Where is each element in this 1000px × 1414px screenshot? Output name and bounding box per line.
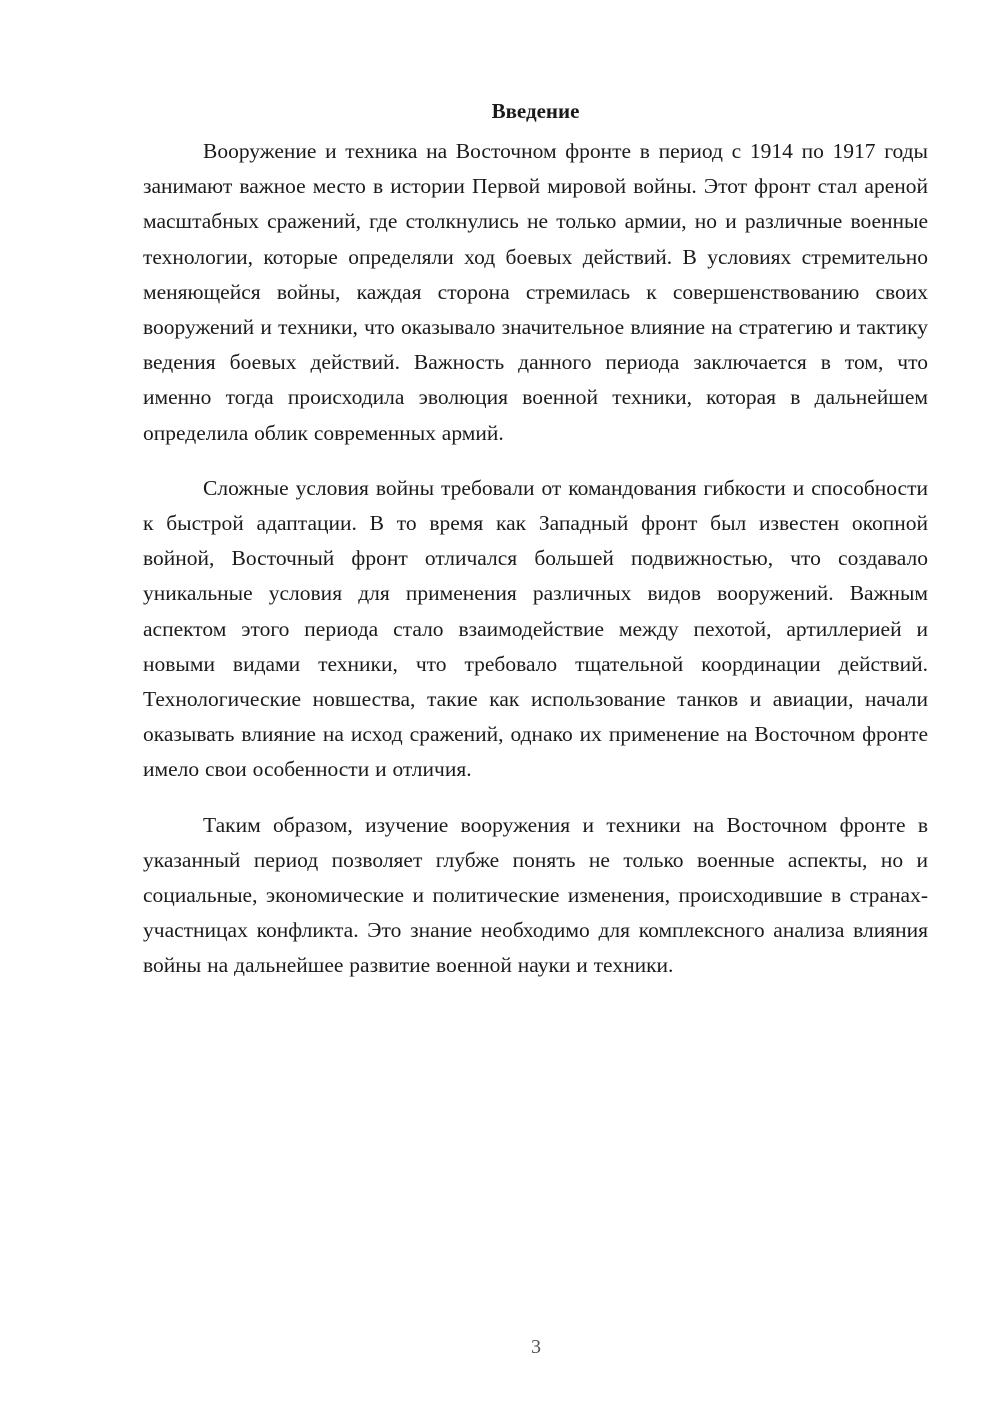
page-number: 3 bbox=[531, 1336, 541, 1358]
document-body bbox=[143, 96, 928, 1004]
paragraph-2: Сложные условия войны требовали от командования гибкости и способности к быстрой адаптации. В то время как Западный фронт был известен окопной войной, Восточный фронт отличался большей подвижностью, что создавало уникальные условия для применения различных видов вооружений. Важным аспектом этого периода стало взаимодействие между пехотой, артиллерией и новыми видами техники, что требовало тщательной координации действий. Технологические новшества, такие как использование танков и авиации, начали оказывать влияние на исход сражений, однако их применение на Восточном фронте имело свои особенности и отличия. bbox=[143, 475, 928, 782]
section-title: Введение bbox=[491, 99, 580, 123]
paragraph-1: Вооружение и техника на Восточном фронте в период с 1914 по 1917 годы занимают важное место в истории Первой мировой войны. Этот фронт стал ареной масштабных сражений, где столкнулись не только армии, но и различные военные технологии, которые определяли ход боевых действий. В условиях стремительно меняющейся войны, каждая сторона стремилась к совершенствованию своих вооружений и техники, что оказывало значительное влияние на стратегию и тактику ведения боевых действий. Важность данного периода заключается в том, что именно тогда происходила эволюция военной техники, которая в дальнейшем определила облик современных армий. bbox=[143, 139, 928, 445]
paragraph-3: Таким образом, изучение вооружения и техники на Восточном фронте в указанный период позволяет глубже понять не только военные аспекты, но и социальные, экономические и политические изменения, происходившие в странах-участницах конфликта. Это знание необходимо для комплексного анализа влияния войны на дальнейшее развитие военной науки и техники. bbox=[143, 812, 928, 978]
